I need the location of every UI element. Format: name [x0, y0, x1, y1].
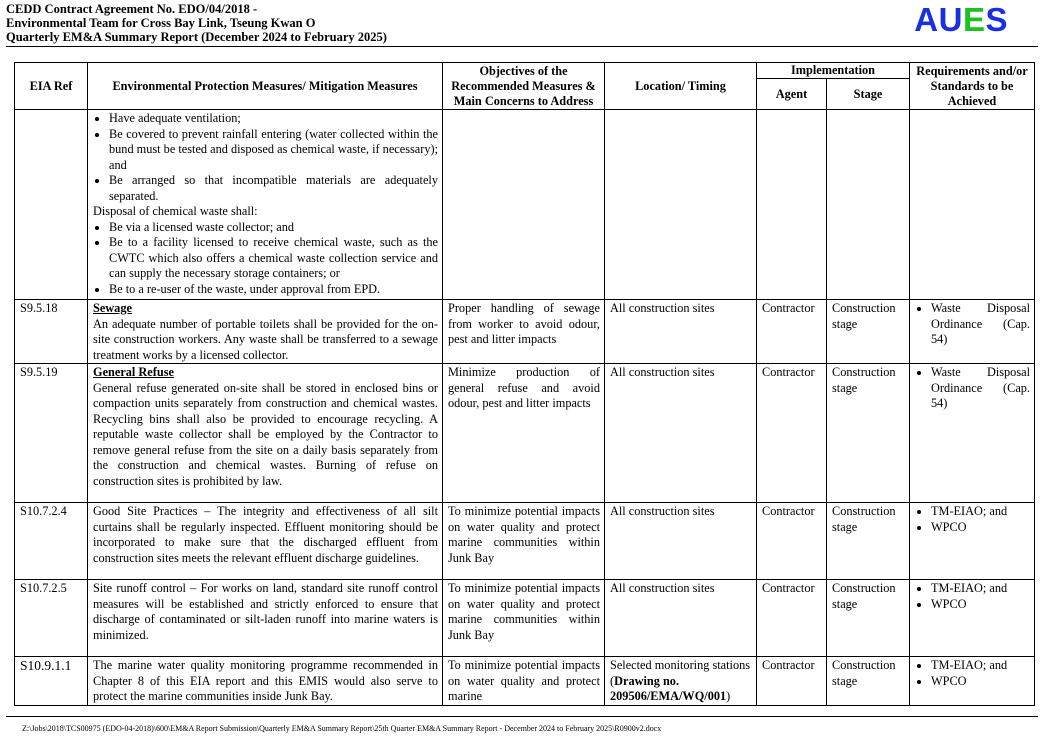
objective-text: To minimize potential impacts on water quality and protect marine communities within Junk Bay [443, 503, 605, 580]
eia-ref: S10.9.1.1 [15, 657, 88, 706]
project-line: Environmental Team for Cross Bay Link, Tseung Kwan O [6, 16, 316, 30]
eia-ref: S10.7.2.4 [15, 503, 88, 580]
col-header-eia-ref: EIA Ref [15, 63, 88, 110]
agent-text: Contractor [757, 657, 827, 706]
agent-text: Contractor [757, 580, 827, 657]
report-title: Quarterly EM&A Summary Report (December 2024 to February 2025) [6, 30, 387, 44]
objective-text: Proper handling of sewage from worker to avoid odour, pest and litter impacts [443, 300, 605, 364]
col-header-location: Location/ Timing [605, 63, 757, 110]
agent-text: Contractor [757, 300, 827, 364]
col-header-requirements: Requirements and/or Standards to be Achieved [910, 63, 1035, 110]
stage-text: Construction stage [827, 580, 910, 657]
requirement-item: • TM-EIAO; and [931, 658, 1030, 674]
table-row [15, 364, 1035, 503]
measure-title: Sewage [93, 301, 132, 315]
col-header-agent: Agent [757, 79, 827, 110]
objective-text: Minimize production of general refuse and avoid odour, pest and litter impacts [443, 364, 605, 503]
disposal-intro: Disposal of chemical waste shall: [93, 204, 258, 218]
col-header-objectives: Objectives of the Recommended Measures & Main Concerns to Address [443, 63, 605, 110]
stage-text: Construction stage [827, 657, 910, 706]
table-row [15, 300, 1035, 364]
requirement-item: • Waste Disposal Ordinance (Cap. 54) [931, 301, 1030, 348]
eia-ref: S9.5.18 [15, 300, 88, 364]
measure-text: An adequate number of portable toilets shall be provided for the on-site construction workers. Any waste shall be transferred to a sewage treatment works by a licensed collector. [93, 316, 438, 362]
measure-text: Site runoff control – For works on land, standard site runoff control measures will be established and strictly enforced to ensure that discharge of contaminated or silt-laden runoff into marine waters is minimized. [88, 580, 443, 657]
location-text: All construction sites [605, 580, 757, 657]
stage-text: Construction stage [827, 364, 910, 503]
measure-title: General Refuse [93, 365, 174, 379]
location-text: All construction sites [605, 503, 757, 580]
location-text: Selected monitoring stations (Drawing no. 209506/EMA/WQ/001) [605, 657, 757, 706]
requirement-item: • TM-EIAO; and [931, 504, 1030, 520]
eia-ref: S9.5.19 [15, 364, 88, 503]
table-row [15, 657, 1035, 706]
eia-ref: S10.7.2.5 [15, 580, 88, 657]
requirement-item: • TM-EIAO; and [931, 581, 1030, 597]
stage-text: Construction stage [827, 503, 910, 580]
requirement-item: • Waste Disposal Ordinance (Cap. 54) [931, 365, 1030, 412]
agent-text: Contractor [757, 503, 827, 580]
requirement-item: • WPCO [931, 674, 1030, 690]
document-header [6, 2, 387, 44]
continued-measure-cell: • Have adequate ventilation; • Be covered to prevent rainfall entering (water collected within the bund must be tested and disposed as chemical waste, if necessary); and • Be arranged so that incompatible materials are adequately separated. Disposal of chemical waste shall: • Be via a licensed waste collector; and • Be to a facility licensed to receive chemical waste, such as the CWTC which also offers a chemical waste collection service and can supply the necessary storage containers; or • Be to a re-user of the waste, under approval from EPD. [88, 110, 443, 300]
measure-text: Good Site Practices – The integrity and effectiveness of all silt curtains shall be regularly inspected. Effluent monitoring should be incorporated to make sure that the discharged effluent from construction sites meets the relevant effluent discharge guidelines. [88, 503, 443, 580]
col-header-stage: Stage [827, 79, 910, 110]
location-text: All construction sites [605, 300, 757, 364]
footer-rule [6, 716, 1038, 717]
table-row [15, 580, 1035, 657]
header-rule [6, 46, 1038, 47]
measure-text: General refuse generated on-site shall be stored in enclosed bins or compaction units separately from construction and chemical wastes. Recycling bins shall also be provided to encourage recycling. A reputable waste collector shall be employed by the Contractor to remove general refuse from the site on a daily basis separately from the construction and chemical wastes. Burning of refuse on construction sites is prohibited by law. [93, 380, 438, 488]
measure-text: The marine water quality monitoring programme recommended in Chapter 8 of this EIA report and this EMIS would also serve to protect the marine communities inside Junk Bay. [88, 657, 443, 706]
col-header-implementation: Implementation [757, 63, 910, 79]
location-text: All construction sites [605, 364, 757, 503]
table-row [15, 110, 1035, 300]
aues-logo: AUES [914, 1, 1008, 38]
objective-text: To minimize potential impacts on water quality and protect marine communities within Junk Bay [443, 580, 605, 657]
mitigation-measures-table [14, 62, 1035, 706]
table-row [15, 503, 1035, 580]
requirement-item: • WPCO [931, 597, 1030, 613]
stage-text: Construction stage [827, 300, 910, 364]
contract-line: CEDD Contract Agreement No. EDO/04/2018 - [6, 2, 258, 16]
file-path-footer: Z:\Jobs\2018\TCS00975 (EDO-04-2018)\600\EM&A Report Submission\Quarterly EM&A Summary Report\25th Quarter EM&A Summary Report - December 2024 to February 2025\R0900v2.docx [22, 724, 662, 733]
agent-text: Contractor [757, 364, 827, 503]
requirement-item: • WPCO [931, 520, 1030, 536]
col-header-measures: Environmental Protection Measures/ Mitigation Measures [88, 63, 443, 110]
objective-text: To minimize potential impacts on water quality and protect marine [443, 657, 605, 706]
